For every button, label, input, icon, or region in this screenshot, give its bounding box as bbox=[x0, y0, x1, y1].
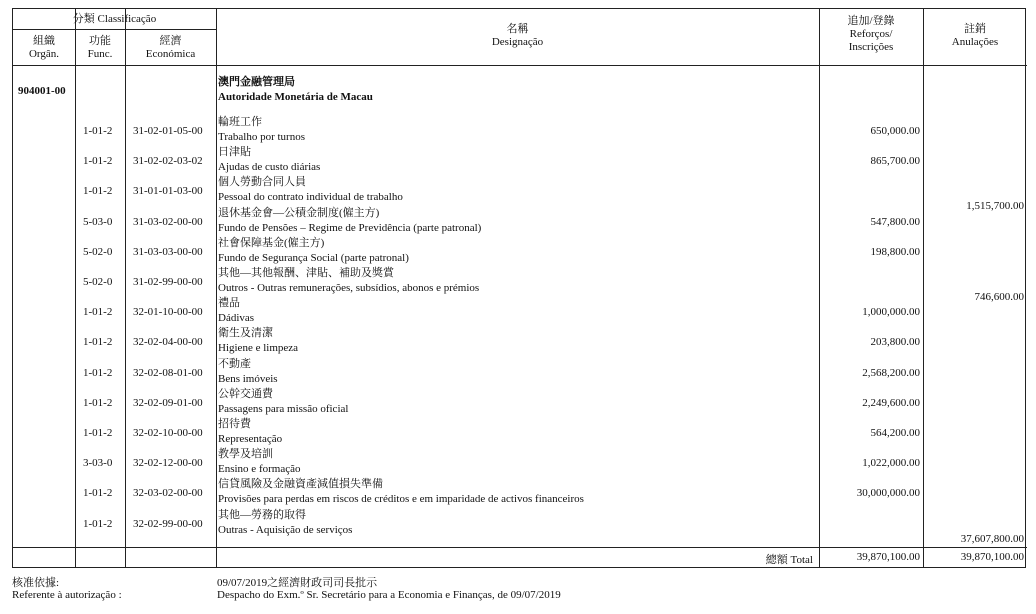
econ-code: 32-02-99-00-00 bbox=[133, 517, 203, 530]
func-code: 1-01-2 bbox=[83, 396, 113, 409]
econ-header-pt: Económica bbox=[145, 48, 196, 60]
econ-header-zh: 經濟 bbox=[159, 35, 182, 47]
func-code: 5-03-0 bbox=[83, 215, 113, 228]
reforcos-header-zh: 追加/登錄 bbox=[847, 15, 895, 27]
reforco-amount: 2,249,600.00 bbox=[862, 396, 920, 409]
reforcos-header-pt2: Inscrições bbox=[848, 41, 894, 53]
authorization-text-zh: 09/07/2019之經濟財政司司長批示 bbox=[217, 577, 378, 589]
econ-code: 31-01-01-03-00 bbox=[133, 185, 203, 198]
designation-pt: Trabalho por turnos bbox=[218, 131, 305, 143]
econ-code: 32-02-08-01-00 bbox=[133, 366, 203, 379]
reforco-amount: 1,022,000.00 bbox=[862, 457, 920, 470]
econ-code: 32-02-04-00-00 bbox=[133, 336, 203, 349]
designation-pt: Bens imóveis bbox=[218, 372, 278, 385]
econ-header bbox=[125, 35, 216, 61]
organ-header-zh: 組織 bbox=[33, 35, 55, 47]
func-header-zh: 功能 bbox=[89, 35, 111, 47]
anulacoes-header bbox=[923, 23, 1027, 49]
econ-code: 31-03-03-00-00 bbox=[133, 245, 203, 258]
total-anulacoes: 39,870,100.00 bbox=[960, 551, 1024, 563]
designation-zh: 不動產 bbox=[218, 357, 251, 370]
reforco-amount: 203,800.00 bbox=[870, 336, 920, 349]
func-code: 1-01-2 bbox=[83, 125, 113, 137]
designation-pt: Provisões para perdas em riscos de créditos e em imparidade de activos financeiros bbox=[218, 493, 584, 506]
func-code: 1-01-2 bbox=[83, 427, 113, 439]
designation-header-pt: Designação bbox=[491, 36, 544, 48]
reforcos-header bbox=[819, 15, 923, 54]
econ-code: 32-03-02-00-00 bbox=[133, 487, 203, 500]
func-code: 5-02-0 bbox=[83, 245, 113, 258]
designation-pt: Dádivas bbox=[218, 312, 255, 325]
func-code: 1-01-2 bbox=[83, 155, 113, 168]
econ-code: 31-02-01-05-00 bbox=[133, 125, 203, 137]
organ-header bbox=[13, 35, 75, 61]
designation-pt: Ensino e formação bbox=[218, 463, 301, 476]
designation-pt: Pessoal do contrato individual de trabalho bbox=[218, 191, 403, 204]
econ-code: 31-02-02-03-02 bbox=[133, 155, 203, 168]
designation-zh: 其他—勞務的取得 bbox=[218, 508, 306, 521]
designation-header-zh: 名稱 bbox=[506, 23, 529, 35]
econ-code: 32-02-09-01-00 bbox=[133, 396, 203, 409]
designation-zh: 禮品 bbox=[218, 297, 240, 310]
anulacao-amount: 1,515,700.00 bbox=[966, 200, 1024, 213]
designation-pt: Fundo de Segurança Social (parte patronal) bbox=[218, 251, 409, 264]
reforcos-header-pt1: Reforços/ bbox=[849, 28, 893, 40]
anulacoes-header-pt: Anulações bbox=[951, 36, 999, 48]
func-code: 3-03-0 bbox=[83, 457, 113, 470]
authorization-label-pt: Referente à autorização : bbox=[12, 589, 122, 601]
reforco-amount: 865,700.00 bbox=[870, 155, 920, 168]
func-code: 1-01-2 bbox=[83, 487, 113, 500]
designation-zh: 退休基金會—公積金制度(僱主方) bbox=[218, 206, 380, 219]
organ-header-pt: Orgân. bbox=[28, 48, 60, 60]
reforco-amount: 2,568,200.00 bbox=[862, 366, 920, 379]
total-label: 總額 Total bbox=[765, 554, 813, 566]
designation-pt: Higiene e limpeza bbox=[218, 342, 299, 355]
designation-zh: 輪班工作 bbox=[218, 116, 262, 128]
authorization-text-pt: Despacho do Exm.º Sr. Secretário para a Economia e Finanças, de 09/07/2019 bbox=[217, 589, 561, 601]
func-code: 1-01-2 bbox=[83, 336, 113, 349]
reforco-amount: 650,000.00 bbox=[870, 125, 920, 137]
classification-header: 分類 Classificação bbox=[72, 13, 157, 25]
econ-code: 32-02-10-00-00 bbox=[133, 427, 203, 439]
anulacao-amount: 746,600.00 bbox=[974, 291, 1024, 303]
designation-zh: 教學及培訓 bbox=[218, 448, 273, 461]
designation-zh: 日津貼 bbox=[218, 146, 251, 159]
designation-zh: 招待費 bbox=[218, 418, 251, 430]
func-code: 5-02-0 bbox=[83, 276, 113, 288]
reforco-amount: 30,000,000.00 bbox=[856, 487, 920, 500]
designation-pt: Outros - Outras remunerações, subsídios, abonos e prémios bbox=[218, 282, 480, 294]
budget-table bbox=[12, 8, 1026, 568]
func-code: 1-01-2 bbox=[83, 517, 113, 530]
anulacoes-header-zh: 註銷 bbox=[964, 23, 986, 35]
reforco-amount: 1,000,000.00 bbox=[862, 306, 920, 319]
designation-pt: Fundo de Pensões – Regime de Previdência (parte patronal) bbox=[218, 221, 482, 234]
entity-code: 904001-00 bbox=[18, 85, 66, 97]
econ-code: 31-03-02-00-00 bbox=[133, 215, 203, 228]
designation-pt: Passagens para missão oficial bbox=[218, 402, 349, 415]
econ-code: 32-02-12-00-00 bbox=[133, 457, 203, 470]
econ-code: 31-02-99-00-00 bbox=[133, 276, 203, 288]
designation-pt: Ajudas de custo diárias bbox=[218, 161, 321, 174]
reforco-amount: 547,800.00 bbox=[870, 215, 920, 228]
entity-name-zh: 澳門金融管理局 bbox=[218, 76, 295, 88]
func-code: 1-01-2 bbox=[83, 306, 113, 319]
designation-zh: 個人勞動合同人員 bbox=[218, 176, 306, 189]
anulacao-amount: 37,607,800.00 bbox=[960, 532, 1024, 545]
designation-header bbox=[216, 23, 819, 49]
func-header-pt: Func. bbox=[87, 48, 113, 60]
designation-zh: 公幹交通費 bbox=[218, 387, 273, 400]
entity-name-pt: Autoridade Monetária de Macau bbox=[218, 91, 373, 103]
reforco-amount: 198,800.00 bbox=[870, 245, 920, 258]
designation-zh: 其他—其他報酬、津貼、補助及獎賞 bbox=[218, 267, 394, 279]
designation-zh: 信貸風險及金融資產減值損失準備 bbox=[218, 478, 383, 491]
econ-code: 32-01-10-00-00 bbox=[133, 306, 203, 319]
func-code: 1-01-2 bbox=[83, 366, 113, 379]
designation-pt: Outras - Aquisição de serviços bbox=[218, 523, 353, 536]
func-code: 1-01-2 bbox=[83, 185, 113, 198]
designation-zh: 社會保障基金(僱主方) bbox=[218, 236, 325, 249]
authorization-label-zh: 核准依據: bbox=[12, 577, 60, 589]
designation-zh: 衛生及清潔 bbox=[218, 327, 273, 340]
func-header bbox=[75, 35, 125, 61]
total-reforcos: 39,870,100.00 bbox=[856, 551, 920, 563]
designation-pt: Representação bbox=[218, 433, 283, 445]
reforco-amount: 564,200.00 bbox=[870, 427, 920, 439]
